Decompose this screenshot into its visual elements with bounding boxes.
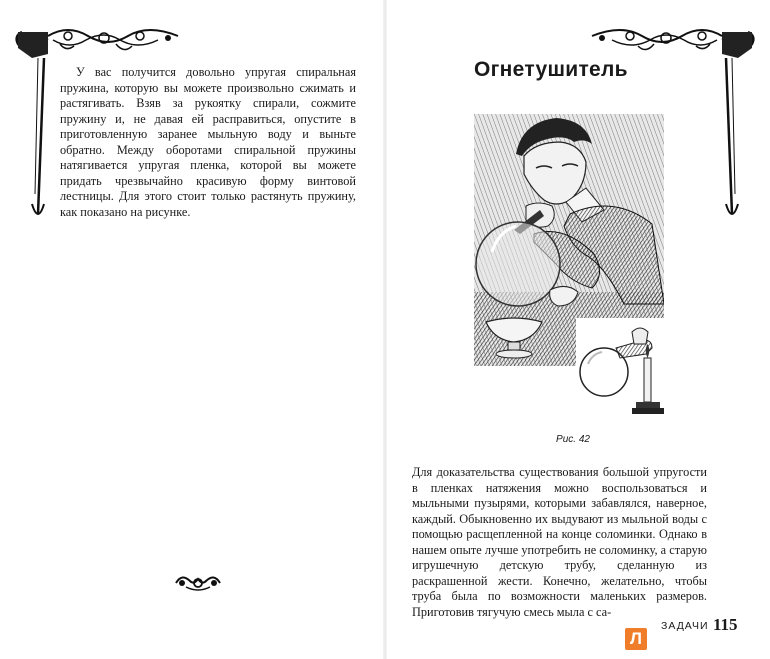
watermark-letter: Л	[630, 629, 642, 648]
running-head: ЗАДАЧИ	[661, 620, 709, 632]
left-page-text	[60, 65, 356, 220]
page-number: 115	[713, 615, 738, 634]
page-gutter	[383, 0, 387, 659]
right-page-text	[412, 465, 707, 620]
figure-caption: Рис. 42	[556, 434, 590, 445]
left-paragraph: У вас получится довольно упругая спиральная пружина, которую вы можете произвольно сжимать и растягивать. Взяв за рукоятку спирали, сожмите пружину и, не давая ей расправиться, опустите в приготовленную заранее мыльную воду и выньте обратно. Между оборотами спиральной пружины натягивается упругая пленка, которой вы можете придать чрезвычайно красивую форму винтовой лестницы. Для этого стоит только растянуть пружину, как показано на рисунке.	[60, 65, 356, 219]
litres-logo-icon	[625, 628, 647, 650]
bubble-candle-illustration	[576, 318, 666, 422]
right-paragraph: Для доказательства существования большой упругости в пленках натяжения можно воспользоваться и мыльными пузырями, которыми забавлялся, наверное, каждый. Обыкновенно их выдувают из мыльной воды с помощью расщепленной на конце соломинки. Однако в нашем опыте лучше употребить не соломинку, а старую игрушечную детскую трубу, сделанную из раскрашенной жести. Конечно, желательно, чтобы труба была по возможности маленьких размеров. Приготовив тягучую смесь мыла с са-	[412, 465, 707, 619]
fleuron-icon	[172, 571, 224, 591]
section-title: Огнетушитель	[474, 58, 628, 81]
